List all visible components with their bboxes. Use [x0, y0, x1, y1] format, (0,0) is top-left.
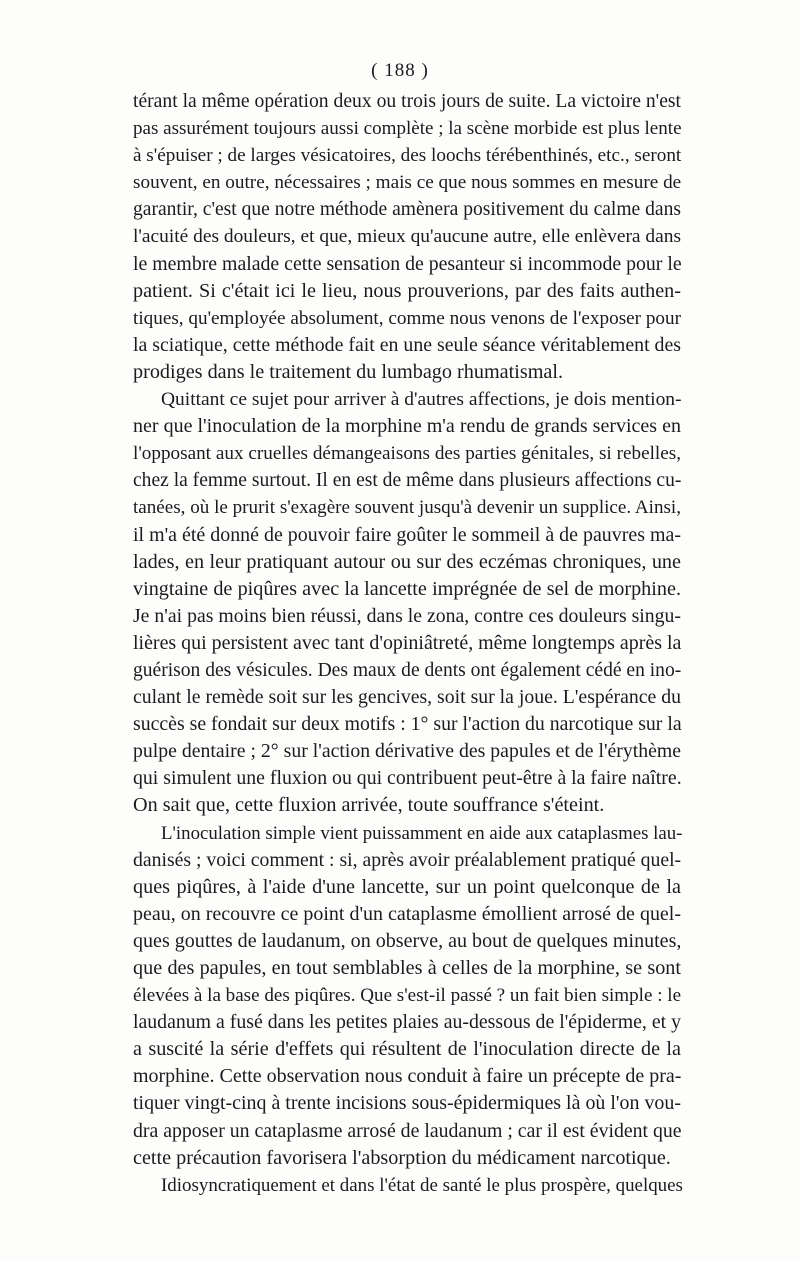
text-line: tiques, qu'employée absolument, comme nous venons de l'exposer pour: [133, 307, 681, 329]
paragraph: [133, 1172, 681, 1199]
text-line: prodiges dans le traitement du lumbago rhumatismal.: [133, 360, 564, 383]
paragraph: [133, 386, 681, 820]
text-line: guérison des vésicules. Des maux de dents ont également cédé en ino-: [133, 659, 682, 681]
text-line: que des papules, en tout semblables à celles de la morphine, se sont: [133, 957, 681, 979]
text-line: morphine. Cette observation nous conduit à faire un précepte de pra-: [133, 1065, 682, 1088]
text-line: vingtaine de piqûres avec la lancette imprégnée de sel de morphine.: [133, 577, 681, 600]
text-line: patient. Si c'était ici le lieu, nous prouverions, par des faits authen-: [133, 279, 681, 302]
paragraph: [133, 820, 681, 1172]
text-line: Je n'ai pas moins bien réussi, dans le zona, contre ces douleurs singu-: [133, 604, 681, 627]
page-number: ( 188 ): [371, 60, 429, 81]
text-line: dra apposer un cataplasme arrosé de laudanum ; car il est évident que: [133, 1119, 682, 1142]
text-line: succès se fondait sur deux motifs : 1° sur l'action du narcotique sur la: [133, 713, 682, 736]
text-line: laudanum a fusé dans les petites plaies au-dessous de l'épiderme, et y: [133, 1011, 681, 1034]
text-line: la sciatique, cette méthode fait en une seule séance véritablement des: [133, 333, 681, 356]
text-line: garantir, c'est que notre méthode amènera positivement du calme dans: [133, 199, 681, 221]
text-line: le membre malade cette sensation de pesanteur si incommode pour le: [133, 252, 682, 275]
text-line: qui simulent une fluxion ou qui contribuent peut-être à la faire naître.: [133, 767, 682, 790]
text-line: On sait que, cette fluxion arrivée, toute souffrance s'éteint.: [133, 794, 605, 817]
paragraph: [133, 88, 681, 386]
text-line: térant la même opération deux ou trois jours de suite. La victoire n'est: [133, 91, 681, 112]
text-line: tiquer vingt-cinq à trente incisions sous-épidermiques là où l'on vou-: [133, 1092, 681, 1115]
text-line: danisés ; voici comment : si, après avoir préalablement pratiqué quel-: [133, 848, 682, 871]
text-line: lades, en leur pratiquant autour ou sur des eczémas chroniques, une: [133, 550, 681, 573]
text-line: lières qui persistent avec tant d'opiniâtreté, même longtemps après la: [133, 631, 682, 654]
text-line: L'inoculation simple vient puissamment en aide aux cataplasmes lau-: [161, 822, 683, 844]
body-text: [133, 88, 681, 1199]
text-line: l'acuité des douleurs, et que, mieux qu'aucune autre, elle enlèvera dans: [133, 226, 681, 248]
text-line: chez la femme surtout. Il en est de même dans plusieurs affections cu-: [133, 470, 682, 492]
text-line: l'opposant aux cruelles démangeaisons des parties génitales, si rebelles,: [133, 443, 681, 465]
text-line: à s'épuiser ; de larges vésicatoires, des loochs térébenthinés, etc., seront: [133, 145, 682, 167]
text-line: pas assurément toujours aussi complète ; la scène morbide est plus lente: [133, 118, 682, 140]
text-line: élevées à la base des piqûres. Que s'est-il passé ? un fait bien simple : le: [133, 985, 682, 1007]
text-line: il m'a été donné de pouvoir faire goûter le sommeil à de pauvres ma-: [133, 523, 681, 546]
text-line: Quittant ce sujet pour arriver à d'autres affections, je dois mention-: [161, 389, 682, 411]
text-line: ques piqûres, à l'aide d'une lancette, sur un point quelconque de la: [133, 875, 681, 898]
text-line: Idiosyncratiquement et dans l'état de santé le plus prospère, quelques: [161, 1174, 683, 1196]
text-line: ques gouttes de laudanum, on observe, au bout de quelques minutes,: [133, 929, 682, 952]
text-line: pulpe dentaire ; 2° sur l'action dérivative des papules et de l'érythème: [133, 740, 681, 763]
text-line: tanées, où le prurit s'exagère souvent jusqu'à devenir un supplice. Ainsi,: [133, 497, 681, 519]
text-line: cette précaution favorisera l'absorption du médicament narcotique.: [133, 1146, 671, 1169]
text-line: ner que l'inoculation de la morphine m'a rendu de grands services en: [133, 415, 681, 438]
text-line: culant le remède soit sur les gencives, soit sur la joue. L'espérance du: [133, 686, 681, 709]
text-line: peau, on recouvre ce point d'un cataplasme émollient arrosé de quel-: [133, 902, 681, 925]
text-line: a suscité la série d'effets qui résultent de l'inoculation directe de la: [133, 1038, 681, 1061]
text-line: souvent, en outre, nécessaires ; mais ce que nous sommes en mesure de: [133, 172, 682, 194]
